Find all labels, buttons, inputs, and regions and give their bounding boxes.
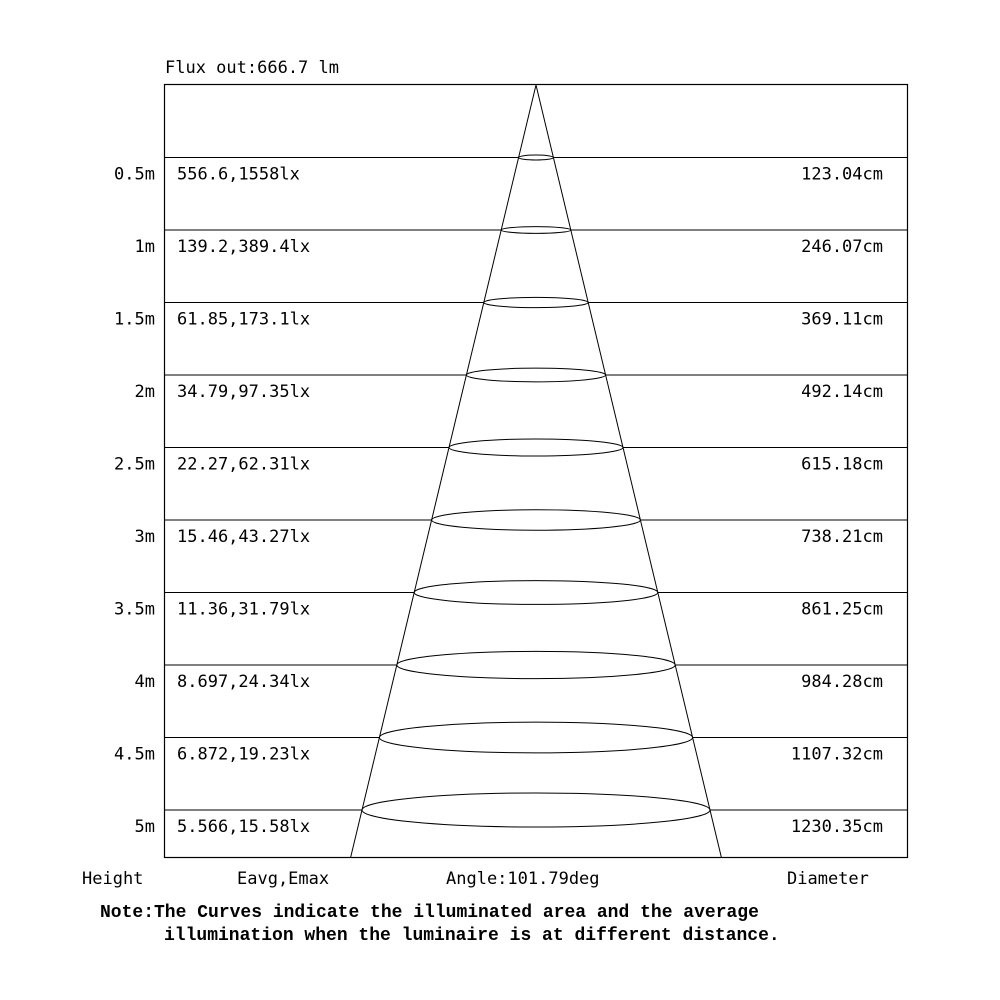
eavg-emax-value: 15.46,43.27lx — [177, 527, 311, 547]
illuminated-area-curve — [362, 793, 710, 827]
illuminated-area-curve — [449, 439, 623, 456]
height-label: 3.5m — [114, 599, 155, 620]
illuminated-area-curve — [397, 651, 675, 678]
diameter-value: 1107.32cm — [790, 744, 883, 765]
illuminated-area-curve — [484, 297, 588, 307]
row-labels — [114, 165, 883, 838]
eavg-emax-value: 34.79,97.35lx — [177, 382, 311, 402]
diameter-column-label: Diameter — [787, 869, 869, 889]
diameter-value: 369.11cm — [801, 309, 883, 330]
illuminated-area-curve — [466, 368, 605, 382]
illuminated-area-curve — [379, 722, 692, 753]
illuminated-area-curve — [519, 155, 554, 160]
height-label: 3m — [134, 527, 155, 547]
beam-edge-right — [536, 85, 721, 858]
beam-edge-left — [351, 85, 536, 858]
height-label: 5m — [134, 817, 155, 837]
note-line-2: illumination when the luminaire is at different distance. — [164, 926, 780, 946]
height-label: 4m — [134, 672, 155, 692]
eavg-emax-column-label: Eavg,Emax — [237, 869, 330, 889]
diameter-value: 861.25cm — [801, 599, 883, 620]
height-label: 1m — [134, 237, 155, 257]
diameter-value: 984.28cm — [801, 672, 883, 692]
diameter-value: 738.21cm — [801, 527, 883, 547]
eavg-emax-value: 556.6,1558lx — [177, 164, 300, 185]
diameter-value: 1230.35cm — [790, 817, 883, 837]
diameter-value: 123.04cm — [801, 164, 883, 185]
height-label: 0.5m — [114, 164, 155, 185]
diameter-value: 246.07cm — [801, 237, 883, 257]
eavg-emax-value: 8.697,24.34lx — [177, 672, 311, 692]
illuminated-area-curve — [414, 581, 658, 605]
illuminated-area-curves — [362, 155, 710, 827]
eavg-emax-value: 61.85,173.1lx — [177, 309, 311, 330]
height-label: 2.5m — [114, 454, 155, 475]
eavg-emax-value: 6.872,19.23lx — [177, 744, 311, 765]
height-label: 4.5m — [114, 744, 155, 765]
diameter-value: 492.14cm — [801, 382, 883, 402]
flux-out-label: Flux out:666.7 lm — [165, 58, 339, 78]
eavg-emax-value: 11.36,31.79lx — [177, 599, 311, 620]
beam-cone — [351, 85, 722, 858]
eavg-emax-value: 5.566,15.58lx — [177, 817, 311, 837]
height-label: 2m — [134, 382, 155, 402]
beam-angle-label: Angle:101.79deg — [446, 869, 600, 889]
note-line-1: Note:The Curves indicate the illuminated area and the average — [100, 903, 759, 923]
height-label: 1.5m — [114, 309, 155, 330]
illuminated-area-curve — [501, 227, 571, 234]
diameter-value: 615.18cm — [801, 454, 883, 475]
illuminated-area-curve — [432, 510, 641, 530]
eavg-emax-value: 22.27,62.31lx — [177, 454, 311, 475]
eavg-emax-value: 139.2,389.4lx — [177, 237, 311, 257]
height-column-label: Height — [82, 869, 144, 889]
